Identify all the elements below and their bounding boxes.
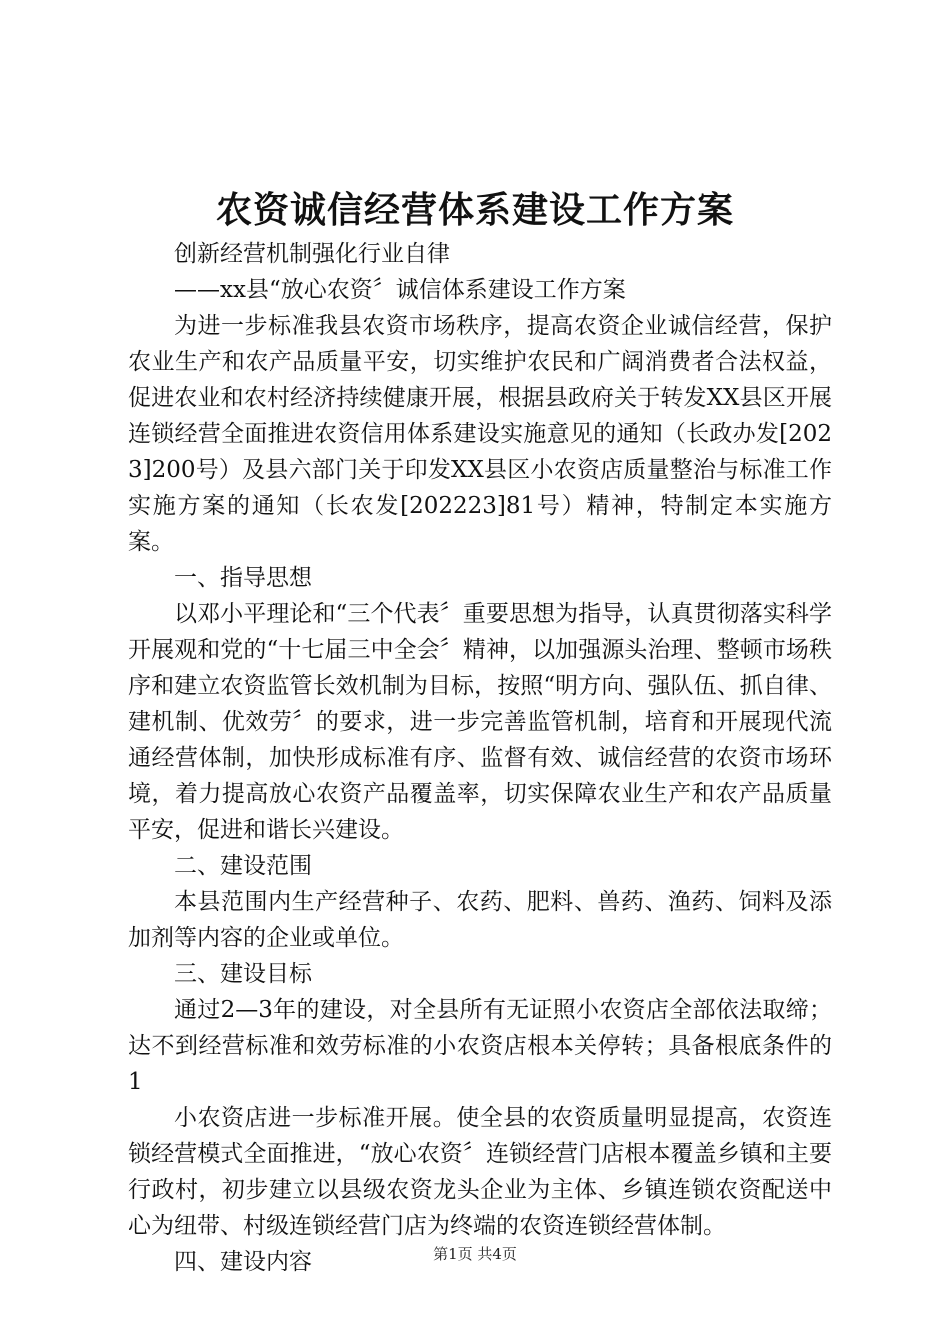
paragraph: 通过2—3年的建设，对全县所有无证照小农资店全部依法取缔；达不到经营标准和效劳标准的小农资店根本关停转；具备根底条件的1 [128, 997, 832, 1095]
page-number: 第1页 共4页 [433, 1245, 517, 1263]
document-body [128, 236, 832, 1280]
section-heading: 一、指导思想 [174, 565, 312, 591]
document-title: 农资诚信经营体系建设工作方案 [215, 189, 734, 231]
section-heading: 二、建设范围 [174, 853, 312, 879]
section-heading: 三、建设目标 [174, 961, 312, 987]
paragraph: 为进一步标准我县农资市场秩序，提高农资企业诚信经营，保护农业生产和农产品质量平安，切实维护农民和广阔消费者合法权益，促进农业和农村经济持续健康开展，根据县政府关于转发XX县区开展连锁经营全面推进农资信用体系建设实施意见的通知（长政办发[2023]200号）及县六部门关于印发XX县区小农资店质量整治与标准工作实施方案的通知（长农发[202223]81号）精神，特制定本实施方案。 [128, 313, 832, 555]
subtitle-line: ——xx县“放心农资〞诚信体系建设工作方案 [174, 277, 626, 303]
subtitle-line: 创新经营机制强化行业自律 [174, 241, 450, 267]
paragraph: 本县范围内生产经营种子、农药、肥料、兽药、渔药、饲料及添加剂等内容的企业或单位。 [128, 889, 832, 951]
paragraph: 以邓小平理论和“三个代表〞重要思想为指导，认真贯彻落实科学开展观和党的“十七届三中全会〞精神，以加强源头治理、整顿市场秩序和建立农资监管长效机制为目标，按照“明方向、强队伍、抓自律、建机制、优效劳〞的要求，进一步完善监管机制，培育和开展现代流通经营体制，加快形成标准有序、监督有效、诚信经营的农资市场环境，着力提高放心农资产品覆盖率，切实保障农业生产和农产品质量平安，促进和谐长兴建设。 [128, 601, 832, 843]
paragraph: 小农资店进一步标准开展。使全县的农资质量明显提高，农资连锁经营模式全面推进，“放心农资〞连锁经营门店根本覆盖乡镇和主要行政村，初步建立以县级农资龙头企业为主体、乡镇连锁农资配送中心为纽带、村级连锁经营门店为终端的农资连锁经营体制。 [128, 1105, 832, 1239]
section-heading: 四、建设内容 [174, 1249, 312, 1275]
